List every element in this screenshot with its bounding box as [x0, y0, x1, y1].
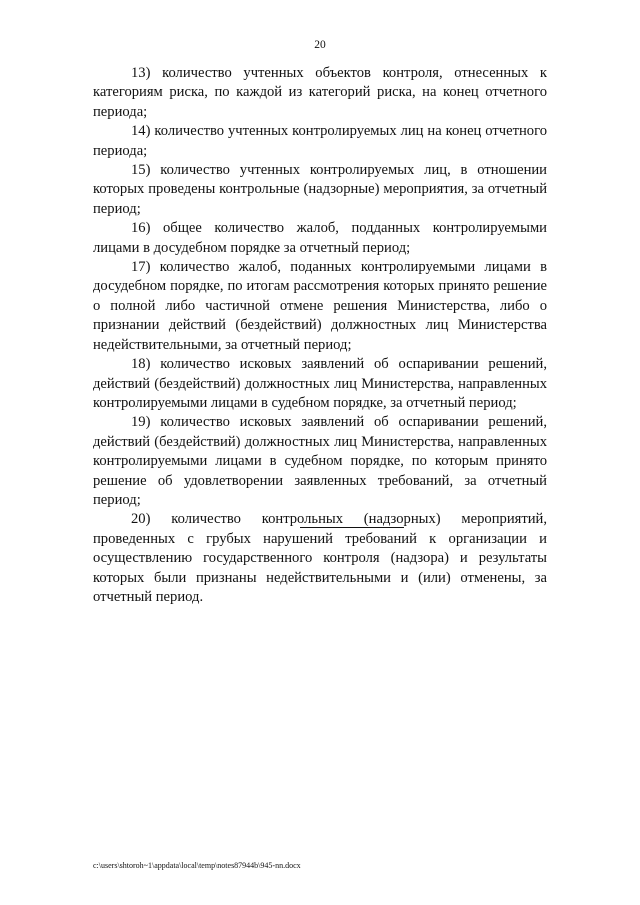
list-item-15: 15) количество учтенных контролируемых лиц, в отношении которых проведены контрольные (надзорные) мероприятия, за отчетный период; — [93, 162, 547, 217]
body-text — [93, 64, 547, 607]
list-item-18: 18) количество исковых заявлений об оспаривании решений, действий (бездействий) должностных лиц Министерства, направленных контролируемыми лицами в судебном порядке, за отчетный период; — [93, 356, 547, 411]
list-item-13: 13) количество учтенных объектов контроля, отнесенных к категориям риска, по каждой из категорий риска, на конец отчетного периода; — [93, 65, 547, 120]
page-number: 20 — [314, 39, 326, 51]
list-item-16: 16) общее количество жалоб, подданных контролируемыми лицами в досудебном порядке за отчетный период; — [93, 220, 547, 256]
footer-file-path: c:\users\shtoroh~1\appdata\local\temp\notes87944b\945-nn.docx — [93, 861, 301, 870]
list-item-20: 20) количество контрольных (надзорных) мероприятий, проведенных с грубых нарушений требований к организации и осуществлению государственного контроля (надзора) и результаты которых были признаны недействительными и (или) отменены, за отчетный период. — [93, 511, 547, 605]
list-item-19: 19) количество исковых заявлений об оспаривании решений, действий (бездействий) должностных лиц Министерства, направленных контролируемыми лицами в судебном порядке, по которым принято решение об удовлетворении заявленных требований, за отчетный период; — [93, 414, 547, 508]
end-of-document-rule — [300, 527, 404, 528]
list-item-17: 17) количество жалоб, поданных контролируемыми лицами в досудебном порядке, по итогам рассмотрения которых принято решение о полной либо частичной отмене решения Министерства, либо о признании действий (бездействий) должностных лиц Министерства недействительными, за отчетный период; — [93, 259, 547, 353]
list-item-14: 14) количество учтенных контролируемых лиц на конец отчетного периода; — [93, 123, 547, 159]
